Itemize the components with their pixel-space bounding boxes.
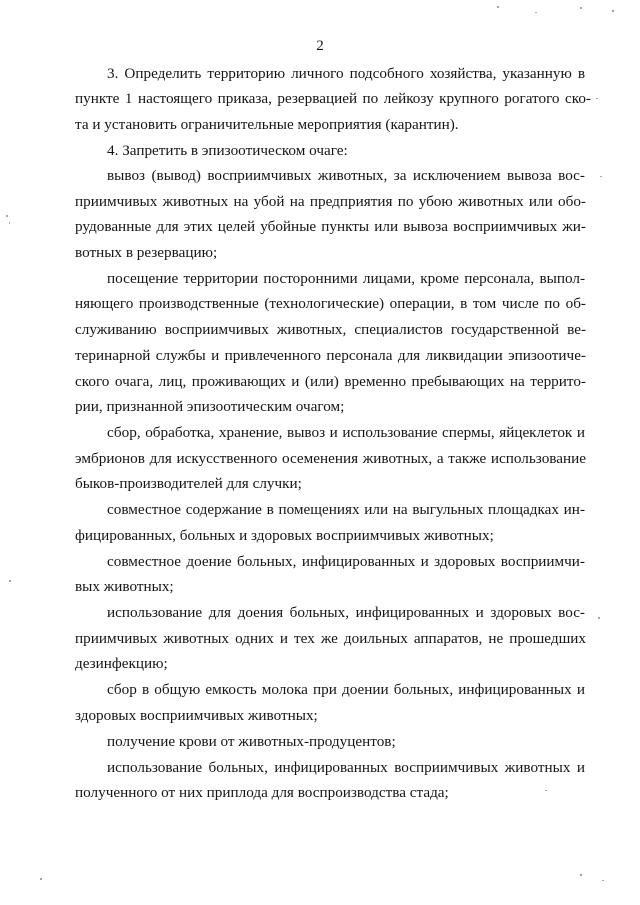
scan-speck bbox=[535, 12, 537, 13]
text-line: совместное содержание в помещениях или на выгульных площадках ин- bbox=[107, 501, 585, 518]
text-line: вывоз (вывод) восприимчивых животных, за исключением вывоза вос- bbox=[107, 167, 585, 184]
text-line: рии, признанной эпизоотическим очагом; bbox=[75, 398, 345, 415]
scan-speck bbox=[545, 790, 547, 791]
text-line: 4. Запретить в эпизоотическом очаге: bbox=[107, 142, 348, 159]
text-line: полученного от них приплода для воспроизводства стада; bbox=[75, 784, 449, 801]
text-line: теринарной службы и привлеченного персонала для ликвидации эпизоотиче- bbox=[75, 347, 586, 364]
text-line: посещение территории посторонними лицами, кроме персонала, выпол- bbox=[107, 270, 585, 287]
scan-speck bbox=[9, 222, 10, 224]
page-number: 2 bbox=[316, 38, 324, 54]
text-line: фицированных, больных и здоровых восприимчивых животных; bbox=[75, 527, 494, 544]
scan-speck bbox=[598, 617, 600, 619]
text-line: 3. Определить территорию личного подсобного хозяйства, указанную в bbox=[107, 65, 585, 82]
text-line: использование для доения больных, инфицированных и здоровых вос- bbox=[107, 604, 585, 621]
scan-speck bbox=[580, 874, 582, 876]
text-line: быков-производителей для случки; bbox=[75, 475, 302, 492]
scan-speck bbox=[580, 7, 582, 9]
text-line: сбор, обработка, хранение, вывоз и использование спермы, яйцеклеток и bbox=[107, 424, 585, 441]
scan-speck bbox=[612, 10, 614, 12]
text-line: служиванию восприимчивых животных, специалистов государственной ве- bbox=[75, 321, 586, 338]
text-line: здоровых восприимчивых животных; bbox=[75, 707, 318, 724]
text-line: та и установить ограничительные мероприятия (карантин). bbox=[75, 116, 459, 133]
text-line: получение крови от животных-продуцентов; bbox=[107, 733, 396, 750]
text-line: няющего производственные (технологические) операции, в том числе по об- bbox=[75, 295, 586, 312]
scan-speck bbox=[40, 878, 42, 880]
text-line: вотных в резервацию; bbox=[75, 244, 218, 261]
text-line: рудованные для этих целей убойные пункты или вывоза восприимчивых жи- bbox=[75, 218, 586, 235]
text-line: эмбрионов для искусственного осеменения животных, а также использование bbox=[75, 450, 586, 467]
text-line: пункте 1 настоящего приказа, резервацией по лейкозу крупного рогатого ско- bbox=[75, 90, 591, 107]
text-line: приимчивых животных на убой на предприятия по убою животных или обо- bbox=[75, 193, 586, 210]
text-line: приимчивых животных одних и тех же доильных аппаратов, не прошедших bbox=[75, 630, 586, 647]
scan-speck bbox=[602, 880, 604, 881]
scan-speck bbox=[6, 215, 8, 217]
text-line: совместное доение больных, инфицированных и здоровых восприимчи- bbox=[107, 553, 585, 570]
scan-speck bbox=[600, 176, 602, 177]
text-line: ского очага, лиц, проживающих и (или) временно пребывающих на террито- bbox=[75, 373, 586, 390]
text-line: вых животных; bbox=[75, 578, 174, 595]
scan-speck bbox=[497, 6, 499, 8]
text-line: сбор в общую емкость молока при доении больных, инфицированных и bbox=[107, 681, 585, 698]
scan-speck bbox=[596, 98, 598, 99]
scan-speck bbox=[9, 580, 11, 582]
text-line: использование больных, инфицированных восприимчивых животных и bbox=[107, 759, 585, 776]
text-line: дезинфекцию; bbox=[75, 655, 168, 672]
